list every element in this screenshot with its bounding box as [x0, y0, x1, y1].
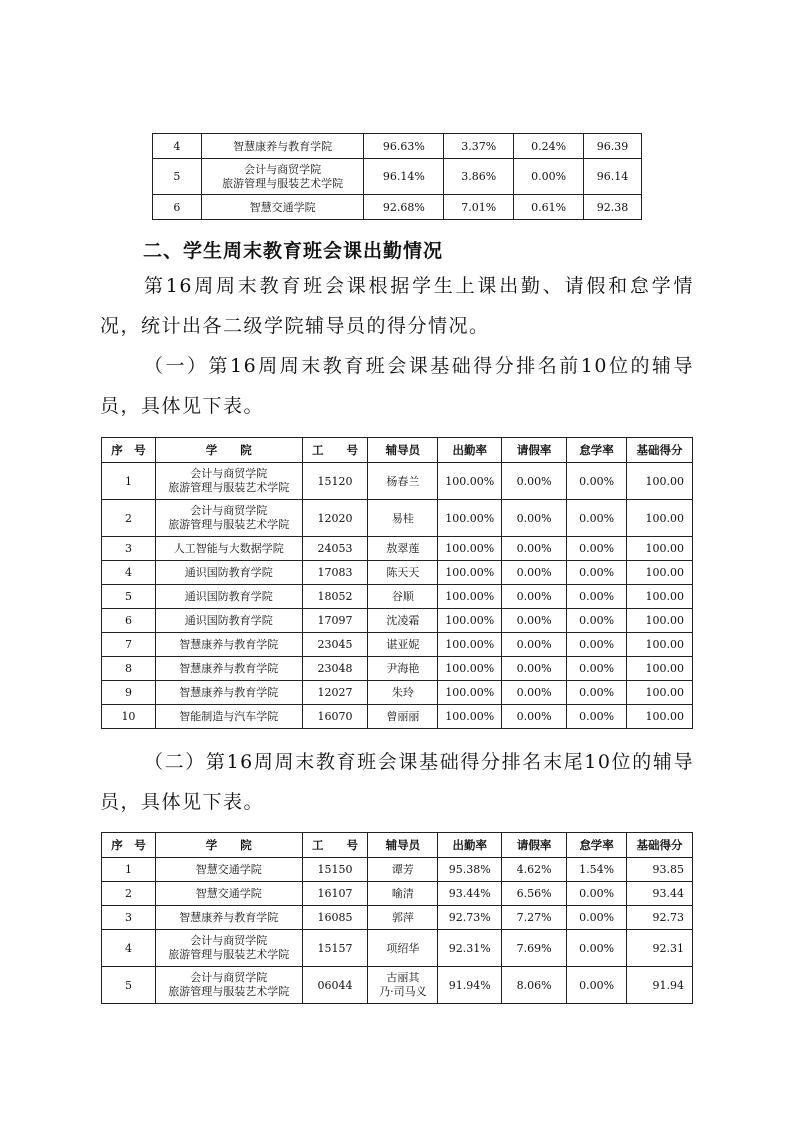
college-cell: [155, 500, 302, 537]
header-rank: 序 号: [102, 438, 156, 463]
absence-cell: 0.00%: [567, 561, 627, 585]
college-cell-line: 通识国防教育学院: [184, 614, 273, 627]
leave-cell: 0.00%: [502, 500, 567, 537]
college-cell-line: 智慧康养与教育学院: [233, 139, 333, 153]
header-leave: 请假率: [502, 438, 567, 463]
counselor-cell-line: 敖翠莲: [386, 542, 420, 555]
college-cell: [155, 537, 302, 561]
attendance-cell: 100.00%: [438, 585, 502, 609]
table-row: [102, 500, 693, 537]
college-cell-line: 智慧康养与教育学院: [179, 911, 279, 924]
table-row: [102, 705, 693, 729]
absence-cell: 0.00%: [567, 906, 627, 930]
leave-cell: 0.00%: [502, 633, 567, 657]
college-cell: [155, 609, 302, 633]
college-cell-line: 旅游管理与服装艺术学院: [168, 948, 290, 961]
college-cell: [201, 134, 364, 159]
rank-cell: 2: [102, 882, 156, 906]
id-cell: 15120: [302, 463, 368, 500]
score-cell: 100.00: [627, 657, 693, 681]
attendance-cell: 92.68%: [364, 195, 444, 220]
header-counselor: 辅导员: [368, 438, 438, 463]
rank-cell: 6: [153, 195, 202, 220]
college-cell-line: 智慧康养与教育学院: [179, 662, 279, 675]
id-cell: 17097: [302, 609, 368, 633]
table-header-row: [102, 438, 693, 463]
table-row: [102, 906, 693, 930]
score-cell: 96.14: [584, 159, 642, 195]
college-cell-line: 通识国防教育学院: [184, 590, 273, 603]
header-id: 工 号: [302, 438, 368, 463]
counselor-cell: [368, 882, 438, 906]
id-cell: 16107: [302, 882, 368, 906]
table-row: [102, 561, 693, 585]
leave-cell: 0.00%: [502, 537, 567, 561]
counselor-cell-line: 尹海艳: [386, 662, 420, 675]
counselor-cell: [368, 500, 438, 537]
college-cell: [155, 906, 302, 930]
college-cell-line: 会计与商贸学院: [190, 971, 268, 984]
counselor-cell-line: 杨春兰: [386, 474, 420, 488]
college-cell: [155, 681, 302, 705]
rank-cell: 6: [102, 609, 156, 633]
attendance-cell: 100.00%: [438, 500, 502, 537]
attendance-cell: 93.44%: [438, 882, 502, 906]
counselor-cell: [368, 858, 438, 882]
score-cell: 100.00: [627, 633, 693, 657]
score-cell: 100.00: [627, 705, 693, 729]
rank-cell: 5: [102, 585, 156, 609]
college-cell-line: 智慧交通学院: [249, 200, 316, 214]
attendance-cell: 96.63%: [364, 134, 444, 159]
id-cell: 15157: [302, 930, 368, 967]
college-cell-line: 旅游管理与服装艺术学院: [168, 985, 290, 998]
absence-cell: 0.00%: [567, 657, 627, 681]
absence-cell: 0.00%: [567, 930, 627, 967]
table-row: [102, 633, 693, 657]
absence-cell: 0.00%: [567, 500, 627, 537]
attendance-cell: 100.00%: [438, 537, 502, 561]
absence-cell: 0.00%: [567, 882, 627, 906]
header-score: 基础得分: [627, 833, 693, 858]
counselor-cell-line: 谌亚妮: [386, 638, 420, 651]
leave-cell: 0.00%: [502, 561, 567, 585]
id-cell: 12020: [302, 500, 368, 537]
rank-cell: 2: [102, 500, 156, 537]
rank-cell: 5: [102, 967, 156, 1004]
leave-cell: 0.00%: [502, 585, 567, 609]
id-cell: 15150: [302, 858, 368, 882]
id-cell: 06044: [302, 967, 368, 1004]
counselor-cell: [368, 585, 438, 609]
table-row: [153, 134, 642, 159]
counselor-cell: [368, 930, 438, 967]
absence-cell: 0.61%: [514, 195, 584, 220]
counselor-cell-line: 乃·司马义: [379, 985, 427, 998]
absence-cell: 1.54%: [567, 858, 627, 882]
rank-cell: 10: [102, 705, 156, 729]
table-header-row: [102, 833, 693, 858]
counselor-cell-line: 项绍华: [386, 941, 420, 955]
college-cell-line: 旅游管理与服装艺术学院: [168, 518, 290, 531]
leave-cell: 3.37%: [444, 134, 514, 159]
rank-cell: 3: [102, 906, 156, 930]
rank-cell: 1: [102, 858, 156, 882]
id-cell: 23048: [302, 657, 368, 681]
counselor-cell-line: 喻清: [391, 887, 414, 900]
header-absence: 怠学率: [567, 833, 627, 858]
college-cell-line: 会计与商贸学院: [190, 467, 268, 480]
rank-cell: 5: [153, 159, 202, 195]
attendance-cell: 96.14%: [364, 159, 444, 195]
score-cell: 92.73: [627, 906, 693, 930]
header-college: 学 院: [155, 438, 302, 463]
absence-cell: 0.00%: [567, 609, 627, 633]
college-cell-line: 智慧康养与教育学院: [179, 686, 279, 699]
counselor-cell: [368, 657, 438, 681]
absence-cell: 0.00%: [567, 681, 627, 705]
attendance-cell: 100.00%: [438, 681, 502, 705]
attendance-cell: 92.31%: [438, 930, 502, 967]
absence-cell: 0.00%: [567, 967, 627, 1004]
absence-cell: 0.00%: [567, 585, 627, 609]
leave-cell: 0.00%: [502, 681, 567, 705]
leave-cell: 8.06%: [502, 967, 567, 1004]
absence-cell: 0.00%: [567, 633, 627, 657]
absence-cell: 0.00%: [567, 705, 627, 729]
table-row: [102, 930, 693, 967]
attendance-cell: 95.38%: [438, 858, 502, 882]
college-cell-line: 智慧交通学院: [195, 887, 262, 900]
id-cell: 12027: [302, 681, 368, 705]
counselor-cell: [368, 537, 438, 561]
college-cell: [155, 705, 302, 729]
table-row: [102, 681, 693, 705]
rank-cell: 3: [102, 537, 156, 561]
rank-cell: 9: [102, 681, 156, 705]
table-row: [102, 585, 693, 609]
counselor-cell: [368, 609, 438, 633]
leave-cell: 7.27%: [502, 906, 567, 930]
score-cell: 100.00: [627, 463, 693, 500]
table-row: [102, 463, 693, 500]
score-cell: 100.00: [627, 537, 693, 561]
attendance-cell: 100.00%: [438, 609, 502, 633]
absence-cell: 0.00%: [567, 463, 627, 500]
table-row: [102, 967, 693, 1004]
counselor-cell-line: 陈天天: [386, 566, 420, 579]
leave-cell: 0.00%: [502, 609, 567, 633]
college-cell: [155, 463, 302, 500]
college-cell: [155, 967, 302, 1004]
college-cell: [155, 858, 302, 882]
score-cell: 100.00: [627, 609, 693, 633]
college-cell-line: 通识国防教育学院: [184, 566, 273, 579]
attendance-cell: 100.00%: [438, 463, 502, 500]
college-cell: [155, 585, 302, 609]
table-row: [102, 537, 693, 561]
attendance-cell: 92.73%: [438, 906, 502, 930]
counselor-cell-line: 曾丽丽: [386, 710, 420, 723]
score-cell: 92.38: [584, 195, 642, 220]
college-cell-line: 会计与商贸学院: [244, 162, 322, 176]
college-cell-line: 智慧交通学院: [195, 863, 262, 876]
college-cell: [155, 930, 302, 967]
counselor-cell-line: 谷顺: [391, 590, 414, 603]
score-cell: 100.00: [627, 561, 693, 585]
college-cell-line: 智能制造与汽车学院: [179, 710, 279, 723]
header-attendance: 出勤率: [438, 833, 502, 858]
leave-cell: 3.86%: [444, 159, 514, 195]
score-cell: 96.39: [584, 134, 642, 159]
counselor-cell-line: 易桂: [391, 511, 414, 525]
college-cell-line: 旅游管理与服装艺术学院: [222, 176, 344, 190]
id-cell: 16085: [302, 906, 368, 930]
section-heading: 二、学生周末教育班会课出勤情况: [143, 240, 444, 262]
leave-cell: 0.00%: [502, 705, 567, 729]
header-leave: 请假率: [502, 833, 567, 858]
header-rank: 序 号: [102, 833, 156, 858]
leave-cell: 6.56%: [502, 882, 567, 906]
header-absence: 怠学率: [567, 438, 627, 463]
score-cell: 100.00: [627, 585, 693, 609]
counselor-cell-line: 沈凌霜: [386, 614, 420, 627]
college-attendance-table-continued: [152, 133, 642, 220]
score-cell: 91.94: [627, 967, 693, 1004]
rank-cell: 8: [102, 657, 156, 681]
absence-cell: 0.00%: [567, 537, 627, 561]
table-row: [102, 657, 693, 681]
header-id: 工 号: [302, 833, 368, 858]
score-cell: 93.85: [627, 858, 693, 882]
id-cell: 16070: [302, 705, 368, 729]
college-cell: [201, 195, 364, 220]
rank-cell: 4: [102, 930, 156, 967]
id-cell: 23045: [302, 633, 368, 657]
absence-cell: 0.24%: [514, 134, 584, 159]
header-college: 学 院: [155, 833, 302, 858]
leave-cell: 4.62%: [502, 858, 567, 882]
college-cell: [155, 882, 302, 906]
table-row: [102, 609, 693, 633]
college-cell-line: 智慧康养与教育学院: [179, 638, 279, 651]
counselor-cell-line: 古丽其: [386, 971, 420, 984]
counselor-cell: [368, 633, 438, 657]
rank-cell: 4: [153, 134, 202, 159]
counselor-cell: [368, 906, 438, 930]
table-row: [153, 159, 642, 195]
bottom10-counselor-table: [101, 832, 693, 1004]
leave-cell: 0.00%: [502, 463, 567, 500]
header-counselor: 辅导员: [368, 833, 438, 858]
counselor-cell-line: 朱玲: [391, 686, 414, 699]
score-cell: 100.00: [627, 681, 693, 705]
counselor-cell: [368, 967, 438, 1004]
counselor-cell-line: 谭芳: [391, 863, 414, 876]
table-row: [102, 858, 693, 882]
leave-cell: 7.69%: [502, 930, 567, 967]
leave-cell: 7.01%: [444, 195, 514, 220]
score-cell: 100.00: [627, 500, 693, 537]
attendance-cell: 100.00%: [438, 657, 502, 681]
table-row: [102, 882, 693, 906]
rank-cell: 7: [102, 633, 156, 657]
score-cell: 92.31: [627, 930, 693, 967]
attendance-cell: 100.00%: [438, 633, 502, 657]
college-cell-line: 会计与商贸学院: [190, 934, 268, 947]
rank-cell: 1: [102, 463, 156, 500]
bottom10-caption: （二）第16周周末教育班会课基础得分排名末尾10位的辅导员，具体见下表。: [100, 751, 694, 813]
header-score: 基础得分: [627, 438, 693, 463]
id-cell: 17083: [302, 561, 368, 585]
college-cell: [155, 657, 302, 681]
leave-cell: 0.00%: [502, 657, 567, 681]
counselor-cell: [368, 561, 438, 585]
counselor-cell-line: 郭萍: [391, 911, 414, 924]
college-cell-line: 人工智能与大数据学院: [173, 542, 284, 555]
rank-cell: 4: [102, 561, 156, 585]
counselor-cell: [368, 681, 438, 705]
section-intro: 第16周周末教育班会课根据学生上课出勤、请假和怠学情况，统计出各二级学院辅导员的得分情况。: [100, 275, 694, 337]
attendance-cell: 91.94%: [438, 967, 502, 1004]
college-cell: [155, 633, 302, 657]
counselor-cell: [368, 463, 438, 500]
header-attendance: 出勤率: [438, 438, 502, 463]
counselor-cell: [368, 705, 438, 729]
college-cell: [155, 561, 302, 585]
top10-caption: （一）第16周周末教育班会课基础得分排名前10位的辅导员，具体见下表。: [100, 355, 694, 417]
top10-counselor-table: [101, 437, 693, 729]
absence-cell: 0.00%: [514, 159, 584, 195]
college-cell-line: 会计与商贸学院: [190, 504, 268, 517]
attendance-cell: 100.00%: [438, 705, 502, 729]
attendance-cell: 100.00%: [438, 561, 502, 585]
id-cell: 18052: [302, 585, 368, 609]
college-cell: [201, 159, 364, 195]
table-row: [153, 195, 642, 220]
id-cell: 24053: [302, 537, 368, 561]
score-cell: 93.44: [627, 882, 693, 906]
college-cell-line: 旅游管理与服装艺术学院: [168, 481, 290, 494]
